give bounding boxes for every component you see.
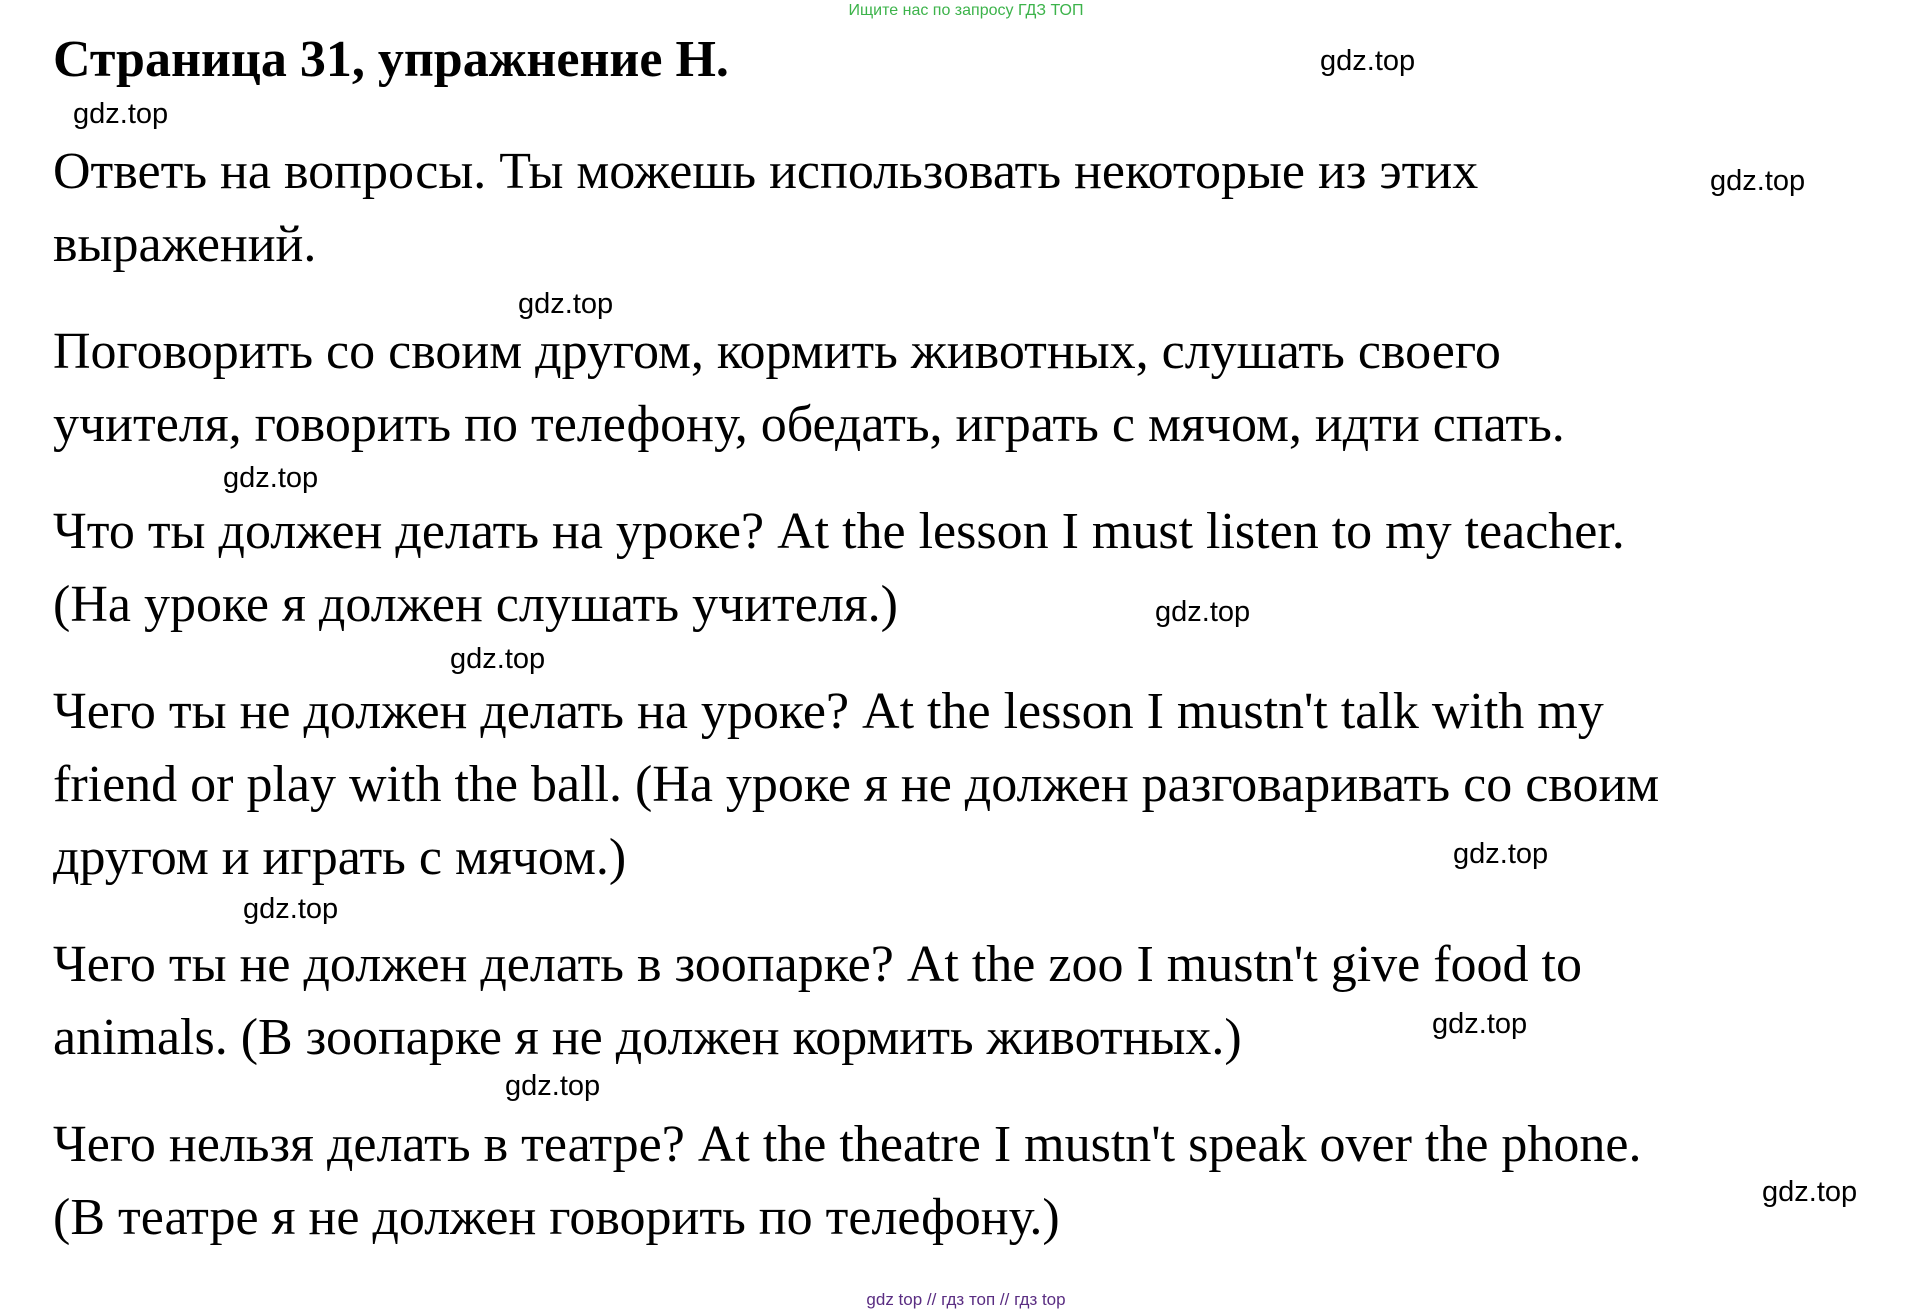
watermark: gdz.top (73, 98, 169, 130)
paragraph-line: Поговорить со своим другом, кормить животных, слушать своего (53, 323, 1501, 380)
paragraph-line: friend or play with the ball. (На уроке я не должен разговаривать со своим (53, 756, 1660, 813)
instruction-paragraph (53, 135, 1913, 281)
watermark: gdz.top (1453, 838, 1549, 870)
paragraph-line: animals. (В зоопарке я не должен кормить животных.) (53, 1009, 1242, 1066)
footer-links: gdz top // гдз топ // гдз top (866, 1290, 1066, 1309)
watermark: gdz.top (505, 1070, 601, 1102)
paragraph-line: другом и играть с мячом.) (53, 829, 627, 886)
answer-paragraph-3 (53, 928, 1913, 1074)
paragraph-line: (В театре я не должен говорить по телефону.) (53, 1189, 1060, 1246)
paragraph-line: Чего нельзя делать в театре? At the theatre I mustn't speak over the phone. (53, 1116, 1642, 1173)
paragraph-line: Чего ты не должен делать в зоопарке? At the zoo I mustn't give food to (53, 936, 1582, 993)
watermark: gdz.top (243, 893, 339, 925)
phrases-paragraph (53, 315, 1913, 461)
watermark: gdz.top (1155, 596, 1251, 628)
paragraph-line: Чего ты не должен делать на уроке? At the lesson I mustn't talk with my (53, 683, 1604, 740)
watermark: gdz.top (223, 462, 319, 494)
watermark: gdz.top (450, 643, 546, 675)
page-title: Страница 31, упражнение H. (53, 31, 729, 88)
answer-paragraph-2 (53, 675, 1913, 894)
watermark: gdz.top (1320, 45, 1416, 77)
watermark: gdz.top (1432, 1008, 1528, 1040)
paragraph-line: Ответь на вопросы. Ты можешь использовать некоторые из этих (53, 143, 1479, 200)
watermark: gdz.top (1762, 1176, 1858, 1208)
paragraph-line: выражений. (53, 216, 317, 273)
paragraph-line: учителя, говорить по телефону, обедать, играть с мячом, идти спать. (53, 396, 1565, 453)
watermark: gdz.top (518, 288, 614, 320)
answer-paragraph-4 (53, 1108, 1913, 1254)
paragraph-line: Что ты должен делать на уроке? At the lesson I must listen to my teacher. (53, 503, 1625, 560)
watermark: gdz.top (1710, 165, 1806, 197)
top-banner: Ищите нас по запросу ГДЗ ТОП (848, 2, 1084, 19)
answer-paragraph-1 (53, 495, 1913, 641)
paragraph-line: (На уроке я должен слушать учителя.) (53, 576, 898, 633)
